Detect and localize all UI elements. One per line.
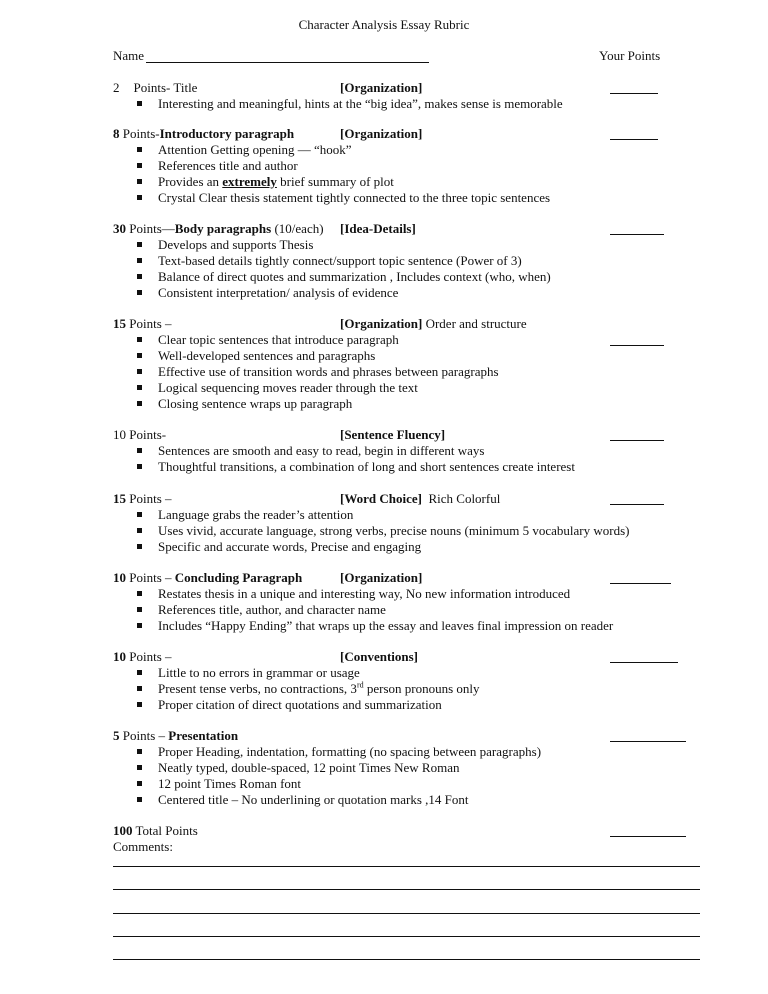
criteria-list bbox=[113, 237, 713, 301]
criteria-item: Centered title – No underlining or quotation marks ,14 Font bbox=[113, 792, 713, 808]
rubric-section-concluding bbox=[113, 570, 713, 634]
criteria-item: Logical sequencing moves reader through the text bbox=[113, 380, 713, 396]
criteria-item: Closing sentence wraps up paragraph bbox=[113, 396, 713, 412]
name-field[interactable] bbox=[146, 62, 429, 63]
rubric-section-introductory bbox=[113, 126, 713, 206]
points-blank[interactable] bbox=[610, 234, 664, 235]
criteria-item: 12 point Times Roman font bbox=[113, 776, 713, 792]
criteria-item: References title and author bbox=[113, 158, 713, 174]
section-points: 5 bbox=[113, 728, 120, 743]
criteria-item: Consistent interpretation/ analysis of evidence bbox=[113, 285, 713, 301]
section-points: 10 bbox=[113, 570, 126, 585]
rubric-section-presentation bbox=[113, 728, 713, 808]
comment-line[interactable] bbox=[113, 866, 700, 867]
points-blank[interactable] bbox=[610, 662, 678, 663]
section-points: 2 bbox=[113, 80, 120, 95]
total-value: 100 bbox=[113, 823, 133, 838]
section-heading: Concluding Paragraph bbox=[174, 570, 303, 585]
section-points-label: Points – bbox=[129, 570, 172, 585]
comment-line[interactable] bbox=[113, 913, 700, 914]
comment-line[interactable] bbox=[113, 936, 700, 937]
section-points-label: Points – bbox=[129, 491, 172, 506]
criteria-list bbox=[113, 665, 713, 713]
rubric-section-body bbox=[113, 221, 713, 301]
criteria-item: Thoughtful transitions, a combination of long and short sentences create interest bbox=[113, 459, 713, 475]
section-points-label: Points – bbox=[129, 649, 172, 664]
criteria-item: Crystal Clear thesis statement tightly connected to the three topic sentences bbox=[113, 190, 713, 206]
points-blank[interactable] bbox=[610, 345, 664, 346]
criteria-item: Little to no errors in grammar or usage bbox=[113, 665, 713, 681]
criteria-list bbox=[113, 744, 713, 808]
page-title: Character Analysis Essay Rubric bbox=[298, 17, 470, 32]
criteria-item: Proper citation of direct quotations and summarization bbox=[113, 697, 713, 713]
section-category-note: Rich Colorful bbox=[428, 491, 501, 506]
points-blank[interactable] bbox=[610, 741, 686, 742]
section-points: 30 bbox=[113, 221, 126, 236]
section-points: 15 bbox=[113, 491, 126, 506]
your-points-label: Your Points bbox=[599, 48, 661, 63]
section-points: 15 bbox=[113, 316, 126, 331]
points-blank[interactable] bbox=[610, 440, 664, 441]
name-label: Name bbox=[113, 48, 145, 63]
section-category: [Organization] bbox=[340, 316, 423, 331]
section-points-label: Points- bbox=[122, 126, 160, 141]
section-points-label: Points – bbox=[129, 316, 172, 331]
criteria-item: Present tense verbs, no contractions, 3rd person pronouns only bbox=[113, 681, 713, 697]
superscript: rd bbox=[356, 680, 364, 690]
criteria-item: References title, author, and character name bbox=[113, 602, 713, 618]
section-heading: Introductory paragraph bbox=[159, 126, 295, 141]
section-category: [Conventions] bbox=[340, 649, 419, 664]
section-points: 8 bbox=[113, 126, 120, 141]
rubric-section-word-choice bbox=[113, 491, 713, 555]
criteria-list bbox=[113, 96, 713, 112]
section-category: [Organization] bbox=[340, 570, 423, 585]
section-heading: Presentation bbox=[168, 728, 239, 743]
section-points-label: Points— bbox=[129, 221, 175, 236]
rubric-section-organization bbox=[113, 316, 713, 412]
section-points-label: 10 Points- bbox=[113, 427, 167, 442]
points-blank[interactable] bbox=[610, 139, 658, 140]
section-category: [Organization] bbox=[340, 80, 423, 95]
criteria-item: Provides an extremely brief summary of plot bbox=[113, 174, 713, 190]
section-points-label: Points- Title bbox=[133, 80, 198, 95]
total-points-blank[interactable] bbox=[610, 836, 686, 837]
section-heading: Body paragraphs bbox=[174, 221, 272, 236]
criteria-item: Balance of direct quotes and summarization , Includes context (who, when) bbox=[113, 269, 713, 285]
section-points-label: Points – bbox=[122, 728, 166, 743]
criteria-item: Proper Heading, indentation, formatting (no spacing between paragraphs) bbox=[113, 744, 713, 760]
criteria-item: Clear topic sentences that introduce paragraph bbox=[113, 332, 713, 348]
criteria-item: Language grabs the reader’s attention bbox=[113, 507, 713, 523]
criteria-item: Interesting and meaningful, hints at the “big idea”, makes sense is memorable bbox=[113, 96, 713, 112]
rubric-section-fluency bbox=[113, 427, 713, 475]
criteria-item: Develops and supports Thesis bbox=[113, 237, 713, 253]
criteria-item: Neatly typed, double-spaced, 12 point Times New Roman bbox=[113, 760, 713, 776]
emphasis-text: extremely bbox=[222, 174, 277, 189]
comment-line[interactable] bbox=[113, 889, 700, 890]
criteria-item: Restates thesis in a unique and interesting way, No new information introduced bbox=[113, 586, 713, 602]
section-category: [Word Choice] bbox=[340, 491, 422, 506]
criteria-list bbox=[113, 142, 713, 206]
criteria-list bbox=[113, 586, 713, 634]
criteria-item: Attention Getting opening — “hook” bbox=[113, 142, 713, 158]
comments-label: Comments: bbox=[113, 839, 173, 854]
section-category: [Organization] bbox=[340, 126, 423, 141]
section-category: [Idea-Details] bbox=[340, 221, 416, 236]
criteria-item: Specific and accurate words, Precise and engaging bbox=[113, 539, 713, 555]
section-points: 10 bbox=[113, 649, 126, 664]
points-blank[interactable] bbox=[610, 583, 671, 584]
total-label: Total Points bbox=[135, 823, 198, 838]
criteria-item: Uses vivid, accurate language, strong verbs, precise nouns (minimum 5 vocabulary words) bbox=[113, 523, 713, 539]
criteria-item: Sentences are smooth and easy to read, begin in different ways bbox=[113, 443, 713, 459]
section-category-note: Order and structure bbox=[425, 316, 527, 331]
points-blank[interactable] bbox=[610, 504, 664, 505]
criteria-list bbox=[113, 443, 713, 475]
criteria-item: Text-based details tightly connect/support topic sentence (Power of 3) bbox=[113, 253, 713, 269]
criteria-list bbox=[113, 507, 713, 555]
criteria-item: Effective use of transition words and phrases between paragraphs bbox=[113, 364, 713, 380]
criteria-item: Includes “Happy Ending” that wraps up the essay and leaves final impression on reader bbox=[113, 618, 713, 634]
section-category: [Sentence Fluency] bbox=[340, 427, 446, 442]
rubric-section-conventions bbox=[113, 649, 713, 713]
rubric-section-title bbox=[113, 80, 713, 112]
comment-line[interactable] bbox=[113, 959, 700, 960]
total-points bbox=[113, 823, 198, 839]
criteria-item: Well-developed sentences and paragraphs bbox=[113, 348, 713, 364]
points-blank[interactable] bbox=[610, 93, 658, 94]
criteria-list bbox=[113, 332, 713, 412]
section-heading-note: (10/each) bbox=[274, 221, 324, 236]
